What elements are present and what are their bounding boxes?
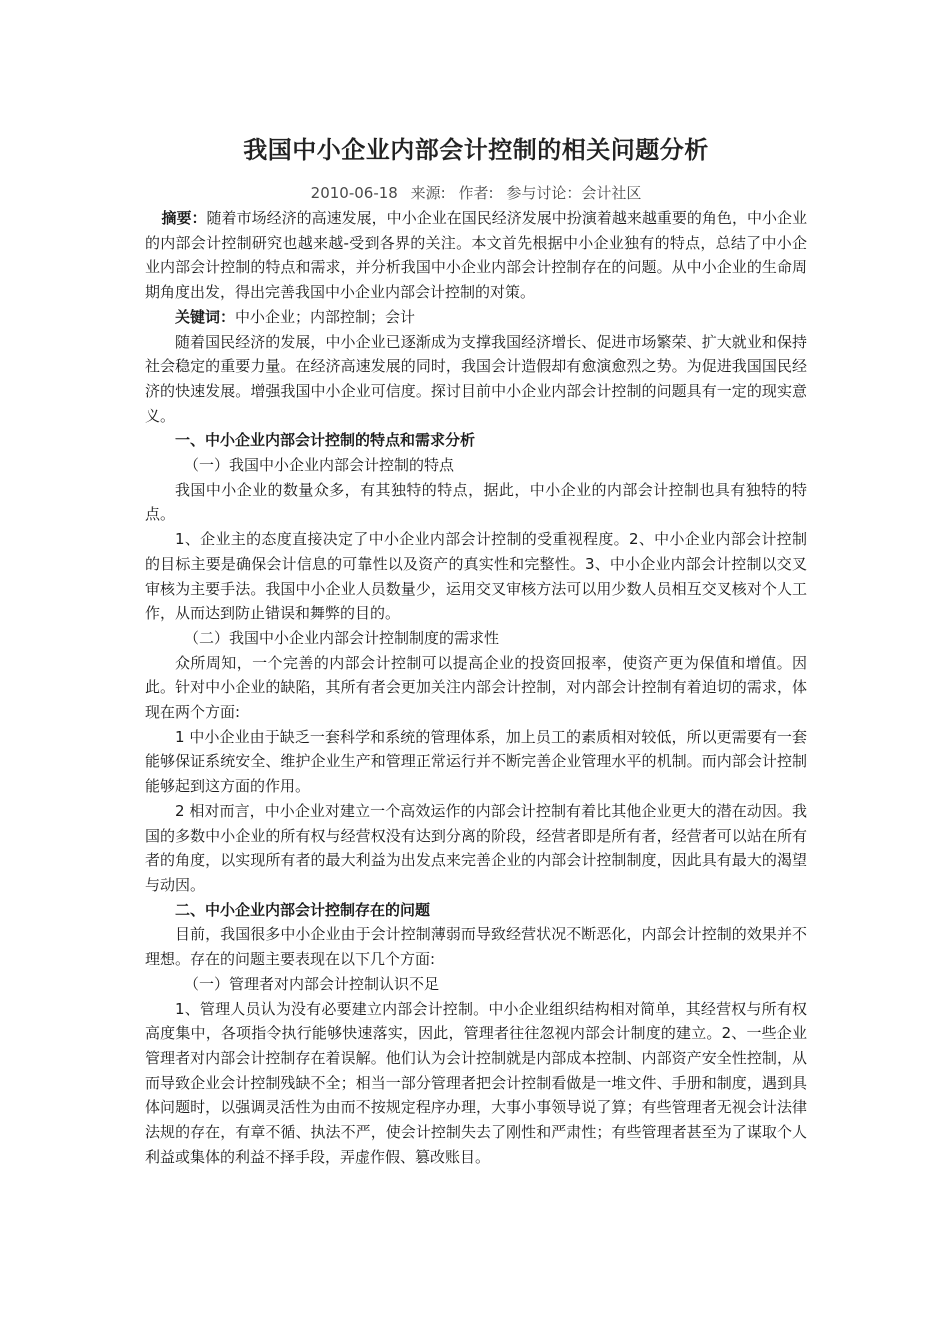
abstract-text: 随着市场经济的高速发展，中小企业在国民经济发展中扮演着越来越重要的角色，中小企业的内部会计控制研究也越来越-受到各界的关注。本文首先根据中小企业独有的特点，总结了中小企业内部会计控制的特点和需求，并分析我国中小企业内部会计控制存在的问题。从中小企业的生命周期角度出发，得出完善我国中小企业内部会计控制的对策。 <box>145 209 807 302</box>
body-paragraph: 1 中小企业由于缺乏一套科学和系统的管理体系，加上员工的素质相对较低，所以更需要有一套能够保证系统安全、维护企业生产和管理正常运行并不断完善企业管理水平的机制。而内部会计控制能够起到这方面的作用。 <box>145 727 807 796</box>
abstract-label: 摘要： <box>161 209 207 227</box>
subsection-heading-1-1: （一）我国中小企业内部会计控制的特点 <box>184 456 455 475</box>
discussion-link[interactable]: 参与讨论：会计社区 <box>506 184 642 202</box>
section-heading-1: 一、中小企业内部会计控制的特点和需求分析 <box>175 431 476 450</box>
subsection-heading-2-1: （一）管理者对内部会计控制认识不足 <box>184 974 440 993</box>
article-meta <box>145 182 807 204</box>
body-paragraph: 目前，我国很多中小企业由于会计控制薄弱而导致经营状况不断恶化，内部会计控制的效果并不理想。存在的问题主要表现在以下几个方面: <box>145 925 807 969</box>
body-paragraph: 2 相对而言，中小企业对建立一个高效运作的内部会计控制有着比其他企业更大的潜在动因。我国的多数中小企业的所有权与经营权没有达到分离的阶段，经营者即是所有者，经营者可以站在所有者的角度，以实现所有者的最大利益为出发点来完善企业的内部会计控制制度，因此具有最大的渴望与动因。 <box>145 801 807 894</box>
abstract-paragraph <box>145 206 807 305</box>
article-title: 我国中小企业内部会计控制的相关问题分析 <box>243 136 709 164</box>
body-paragraph: 1、管理人员认为没有必要建立内部会计控制。中小企业组织结构相对简单，其经营权与所有权高度集中，各项指令执行能够快速落实，因此，管理者往往忽视内部会计制度的建立。2、一些企业管理者对内部会计控制存在着误解。他们认为会计控制就是内部成本控制、内部资产安全性控制，从而导致企业会计控制残缺不全；相当一部分管理者把会计控制看做是一堆文件、手册和制度，遇到具体问题时，以强调灵活性为由而不按规定程序办理，大事小事领导说了算；有些管理者无视会计法律法规的存在，有章不循、执法不严，使会计控制失去了刚性和严肃性；有些管理者甚至为了谋取个人利益或集体的利益不择手段，弄虚作假、篡改账目。 <box>145 999 807 1166</box>
section-heading-2: 二、中小企业内部会计控制存在的问题 <box>175 900 431 919</box>
author-label: 作者: <box>458 184 494 202</box>
publish-date: 2010-06-18 <box>310 184 398 202</box>
subsection-heading-1-2: （二）我国中小企业内部会计控制制度的需求性 <box>184 628 500 647</box>
intro-paragraph: 随着国民经济的发展，中小企业已逐渐成为支撑我国经济增长、促进市场繁荣、扩大就业和保持社会稳定的重要力量。在经济高速发展的同时，我国会计造假却有愈演愈烈之势。为促进我国国民经济的快速发展。增强我国中小企业可信度。探讨目前中小企业内部会计控制的问题具有一定的现实意义。 <box>145 332 807 425</box>
body-paragraph: 1、企业主的态度直接决定了中小企业内部会计控制的受重视程度。2、中小企业内部会计控制的目标主要是确保会计信息的可靠性以及资产的真实性和完整性。3、中小企业内部会计控制以交叉审核为主要手法。我国中小企业人员数量少，运用交叉审核方法可以用少数人员相互交叉核对个人工作，从而达到防止错误和舞弊的目的。 <box>145 530 807 623</box>
body-paragraph: 众所周知，一个完善的内部会计控制可以提高企业的投资回报率，使资产更为保值和增值。因此。针对中小企业的缺陷，其所有者会更加关注内部会计控制，对内部会计控制有着迫切的需求，体现在两个方面: <box>145 653 807 722</box>
keywords-text: 中小企业；内部控制；会计 <box>235 307 416 326</box>
source-label: 来源: <box>410 184 446 202</box>
keywords-paragraph <box>145 305 807 330</box>
keywords-label: 关键词： <box>175 307 236 326</box>
body-paragraph: 我国中小企业的数量众多，有其独特的特点，据此，中小企业的内部会计控制也具有独特的特点。 <box>145 480 807 524</box>
article-body <box>145 130 807 1169</box>
